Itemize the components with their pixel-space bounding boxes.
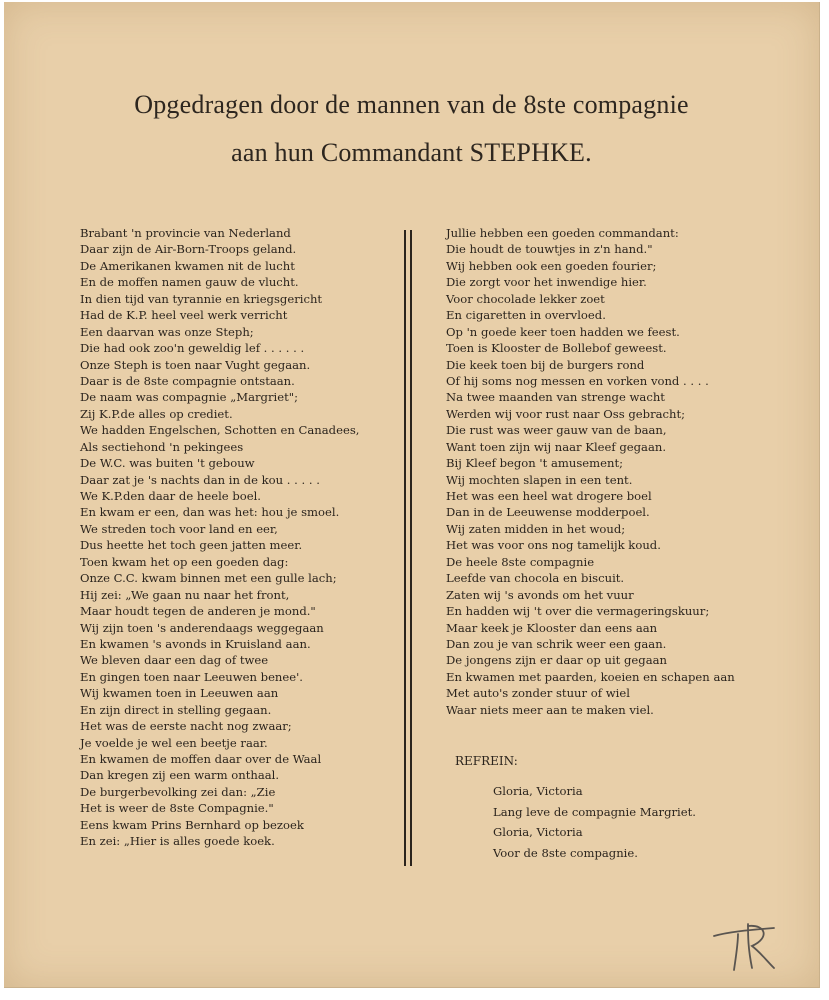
- poem-line: De jongens zijn er daar op uit gegaan: [446, 653, 667, 668]
- refrain-line: Lang leve de compagnie Margriet.: [493, 804, 696, 819]
- poem-line: Wij mochten slapen in een tent.: [446, 472, 633, 487]
- poem-line: Toen is Klooster de Bollebof geweest.: [446, 341, 667, 356]
- poem-line: De heele 8ste compagnie: [446, 554, 595, 569]
- poem-line: Dus heette het toch geen jatten meer.: [80, 538, 303, 553]
- poem-line: En kwamen met paarden, koeien en schapen aan: [446, 669, 735, 684]
- poem-line: De W.C. was buiten 't gebouw: [80, 456, 255, 471]
- poem-line: Je voelde je wel een beetje raar.: [80, 735, 268, 750]
- poem-line: Het was de eerste nacht nog zwaar;: [80, 719, 292, 734]
- poem-line: De Amerikanen kwamen nit de lucht: [80, 258, 295, 273]
- poem-line: Had de K.P. heel veel werk verricht: [80, 308, 288, 323]
- poem-line: En gingen toen naar Leeuwen benee'.: [80, 669, 303, 684]
- title-line-2: aan hun Commandant STEPHKE.: [231, 138, 592, 167]
- poem-line: Het was een heel wat drogere boel: [446, 489, 652, 503]
- poem-line: En de moffen namen gauw de vlucht.: [80, 275, 299, 290]
- poem-right-column: [446, 225, 735, 718]
- poem-line: Hij zei: „We gaan nu naar het front,: [80, 587, 290, 602]
- poem-line: Daar zat je 's nachts dan in de kou . . . . .: [80, 472, 320, 487]
- poem-line: Dan in de Leeuwense modderpoel.: [446, 505, 650, 520]
- poem-line: We K.P.den daar de heele boel.: [80, 489, 261, 503]
- poem-line: Leefde van chocola en biscuit.: [446, 571, 625, 586]
- poem-line: En kwam er een, dan was het: hou je smoel.: [80, 505, 340, 520]
- refrain-line: Gloria, Victoria: [493, 784, 583, 798]
- poem-line: Wij kwamen toen in Leeuwen aan: [80, 686, 279, 701]
- poem-line: De burgerbevolking zei dan: „Zie: [80, 784, 276, 799]
- poem-line: Voor chocolade lekker zoet: [446, 291, 605, 306]
- poem-line: Of hij soms nog messen en vorken vond . . . .: [446, 373, 709, 388]
- poem-line: Maar keek je Klooster dan eens aan: [446, 620, 658, 635]
- poem-line: En kwamen de moffen daar over de Waal: [80, 752, 322, 766]
- poem-line: Eens kwam Prins Bernhard op bezoek: [80, 817, 304, 832]
- poem-line: Toen kwam het op een goeden dag:: [80, 554, 289, 569]
- poem-left-column: [80, 225, 359, 850]
- refrain-lines: [493, 781, 696, 863]
- poem-line: We hadden Engelschen, Schotten en Canadees,: [80, 423, 360, 438]
- poem-line: Wij hebben ook een goeden fourier;: [446, 258, 657, 273]
- poem-line: Met auto's zonder stuur of wiel: [446, 686, 630, 701]
- poem-line: Het is weer de 8ste Compagnie.": [80, 801, 274, 816]
- refrain-line: Gloria, Victoria: [493, 825, 583, 839]
- poem-line: Dan zou je van schrik weer een gaan.: [446, 636, 667, 651]
- poem-line: Daar zijn de Air-Born-Troops geland.: [80, 242, 297, 257]
- column-divider-line: [404, 230, 406, 866]
- handwritten-initials-icon: [708, 914, 778, 974]
- poem-line: De naam was compagnie „Margriet";: [80, 390, 298, 405]
- poem-line: Zaten wij 's avonds om het vuur: [446, 587, 634, 602]
- poem-line: Brabant 'n provincie van Nederland: [80, 226, 291, 240]
- poem-line: Onze Steph is toen naar Vught gegaan.: [80, 357, 311, 372]
- poem-line: Wij zaten midden in het woud;: [446, 521, 626, 536]
- poem-line: En cigaretten in overvloed.: [446, 308, 606, 323]
- poem-line: Die keek toen bij de burgers rond: [446, 357, 645, 372]
- poem-line: Dan kregen zij een warm onthaal.: [80, 768, 280, 783]
- poem-line: En zei: „Hier is alles goede koek.: [80, 834, 275, 849]
- poem-line: In dien tijd van tyrannie en kriegsgericht: [80, 291, 323, 306]
- poem-line: En zijn direct in stelling gegaan.: [80, 702, 272, 717]
- poem-line: Die houdt de touwtjes in z'n hand.": [446, 242, 653, 257]
- poem-line: Die rust was weer gauw van de baan,: [446, 423, 667, 438]
- poem-line: Onze C.C. kwam binnen met een gulle lach;: [80, 571, 337, 586]
- document-page: [4, 2, 820, 988]
- poem-line: We streden toch voor land en eer,: [80, 521, 278, 536]
- poem-line: Want toen zijn wij naar Kleef gegaan.: [446, 439, 667, 454]
- poem-line: Een daarvan was onze Steph;: [80, 324, 254, 339]
- poem-line: Als sectiehond 'n pekingees: [80, 439, 244, 454]
- poem-line: Na twee maanden van strenge wacht: [446, 390, 665, 405]
- poem-line: Wij zijn toen 's anderendaags weggegaan: [80, 620, 324, 635]
- column-divider-line: [410, 230, 412, 866]
- poem-line: Zij K.P.de alles op crediet.: [80, 406, 233, 421]
- poem-line: Bij Kleef begon 't amusement;: [446, 456, 624, 471]
- poem-line: En hadden wij 't over die vermageringskuur;: [446, 604, 710, 619]
- poem-line: Daar is de 8ste compagnie ontstaan.: [80, 373, 295, 388]
- title-line-1: Opgedragen door de mannen van de 8ste compagnie: [134, 90, 689, 119]
- poem-line: We bleven daar een dag of twee: [80, 653, 269, 668]
- poem-line: Maar houdt tegen de anderen je mond.": [80, 604, 316, 619]
- poem-line: Het was voor ons nog tamelijk koud.: [446, 538, 661, 553]
- poem-line: Waar niets meer aan te maken viel.: [446, 702, 654, 717]
- refrain-heading: REFREIN:: [455, 754, 518, 768]
- poem-line: Die zorgt voor het inwendige hier.: [446, 275, 647, 290]
- poem-line: Werden wij voor rust naar Oss gebracht;: [446, 406, 686, 421]
- poem-line: Die had ook zoo'n geweldig lef . . . . . .: [80, 341, 305, 356]
- poem-line: Jullie hebben een goeden commandant:: [446, 226, 679, 240]
- poem-line: Op 'n goede keer toen hadden we feest.: [446, 324, 680, 339]
- poem-line: En kwamen 's avonds in Kruisland aan.: [80, 636, 311, 651]
- refrain-line: Voor de 8ste compagnie.: [493, 845, 638, 860]
